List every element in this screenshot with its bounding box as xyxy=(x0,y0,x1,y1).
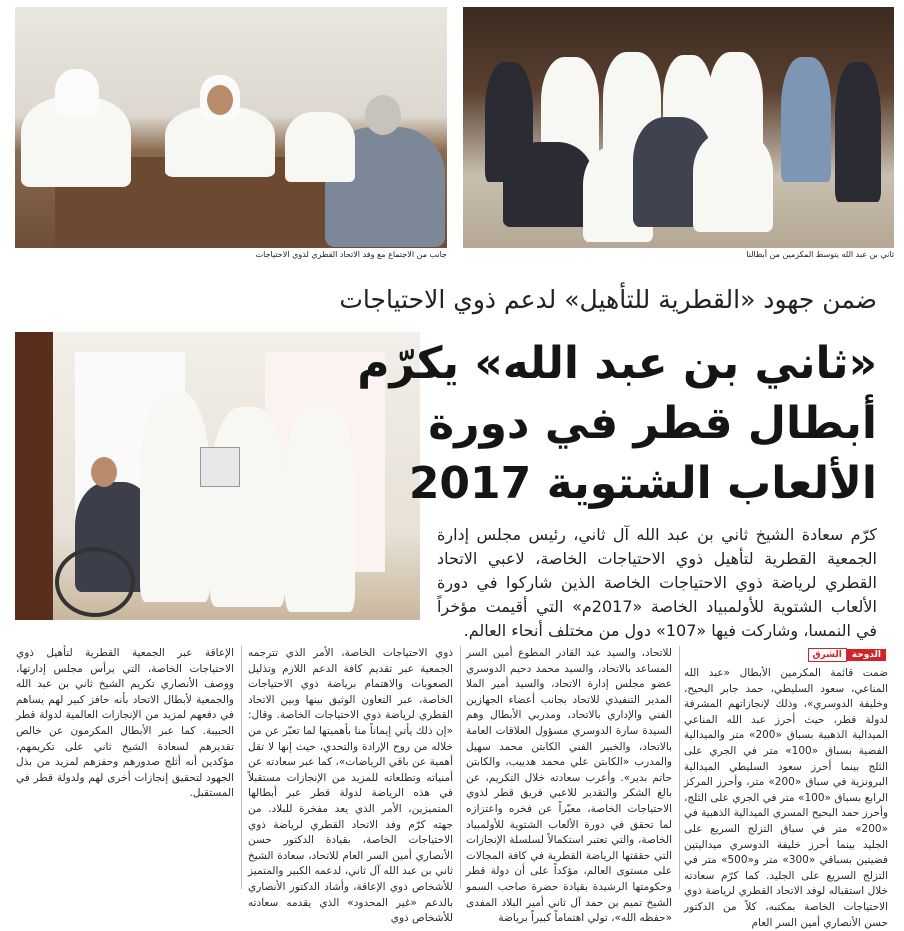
meeting-photo-caption: جانب من الاجتماع مع وفد الاتحاد القطري لذوي الاحتياجات xyxy=(255,250,447,259)
group-photo xyxy=(463,7,894,248)
article-column-2: للاتحاد، والسيد عبد القادر المطوع أمين السر المساعد بالاتحاد، والسيد محمد دحيم الدوسري عضو مجلس إدارة الاتحاد، والسيد أمير الملا المدير التنفيذي للاتحاد بجانب أعضاء الجهازين الفني والإداري بالاتحاد، ومدربي الأبطال وهم السيدة سارة الدوسري مسؤول العلاقات العامة بالاتحاد، والخبير الفني الكابتن محمد سهيل والمدرب «الكابتن علي محمد هدييب، والكابتن حاتم بدير». وأعرب سعادته خلال التكريم، عن بالغ الشكر والتقدير للاعبي فريق قطر لذوي الاحتياجات الخاصة، معبّراً عن فخره واعتزازه لما تحقق في دورة الألعاب الشتوية للأولمبياد الخاصة، والتي تعتبر استكمالاً لسلسلة الإنجازات التي حققتها الرياضة القطرية في كافة المجالات على مستوى العالم، مؤكداً على أن دولة قطر وحكومتها الرشيدة بقيادة حضرة صاحب السمو الشيخ تميم بن حمد آل ثاني أمير البلاد المفدى «حفظه الله»، تولي اهتماماً كبيراً برياضة xyxy=(466,647,672,925)
article-column-3: ذوي الاحتياجات الخاصة، الأمر الذي تترجمه الجمعية عبر تقديم كافة الدعم اللازم وتذليل الصعوبات والاهتمام برياضة ذوي الاحتياجات الخاصة، عبر التعاون الوثيق بينها وبين الاتحاد القطري لرياضة ذوي الاحتياجات الخاصة. وقال: «إن ذلك يأتي إيماناً منا بأهميتها لما تعبّر عن من خلاله من روح الإرادة والتحدي، حيث إنها لا تقل أهمية عن باقي الرياضات»، كما عبر سعادته عن أمنياته وتطلعاته للمزيد من الإنجازات مستقبلاً في هذه الرياضة لدولة قطر عبر أبطالها المتميزين، الأمر الذي يعد مفخرة للبلاد. من جهته كرّم وفد الاتحاد القطري لرياضة ذوي الاحتياجات الخاصة، بقيادة الدكتور حسن الأنصاري أمين السر العام للاتحاد، سعادة الشيخ ثاني بن عبد الله آل ثاني، لدعمه الكبير والمتميز للأشخاص ذوي الإعاقة، وأشاد الدكتور الأنصاري بالدعم «غير المحدود» الذي يقدمه سعادته للأشخاص ذوي xyxy=(248,647,453,925)
headline-line-2: أبطال قطر في دورة xyxy=(428,398,877,449)
headline-line-3: الألعاب الشتوية 2017 xyxy=(408,458,877,509)
byline xyxy=(808,647,886,662)
byline-section: الشرق xyxy=(808,648,847,662)
article-column-4: الإعاقة عبر الجمعية القطرية لتأهيل ذوي الاحتياجات الخاصة، التي يرأس مجلس إدارتها، ووصف الأنصاري تكريم الشيخ ثاني بن عبد الله والجمعية لأبطال الاتحاد بأنه حافز كبير لهم يساهم في دفعهم لمزيد من الإنجازات العالمية لدولة قطر الحبيبة. كما عبر الأبطال المكرمون عن خالص تقديرهم لسعادة الشيخ ثاني على تكريمهم، مؤكدين أنه أثلج صدورهم وحفزهم لمزيد من بذل الجهود لتحقيق إنجازات أخرى لهم ولدولة قطر في المستقبل. xyxy=(16,647,234,800)
headline-line-1: «ثاني بن عبد الله» يكرّم xyxy=(357,338,877,389)
byline-paper: الدوحة xyxy=(847,649,886,661)
article-column-1: ضمت قائمة المكرمين الأبطال «عبد الله المناعي، سعود السليطي، حمد جابر البحيح، وخليفة الدوسري»، وذلك لإنجازاتهم المشرفة لدولة قطر، حيث أحرز عبد الله المناعي الميدالية الذهبية بسباق «200» متر والميدالية الفضية بسباق «100» متر في الجري على الثلج بينما أحرز سعود السليطي الميدالية البرونزية في سباق «200» متر، وأحرز المركز الرابع بسباق «100» متر في الجري على الثلج، وأحرز حمد البحيح المسري الميدالية الذهبية في «200» متر في سباق التزلج السريع على الجليد بينما أحرز خليفة الدوسري ميداليتين فضيتين بسباقي «300» متر و«500» متر في التزلج السريع على الجليد. كما كرّم سعادته خلال استقباله لوفد الاتحاد القطري لرياضة ذوي الاحتياجات الخاصة بمكتبه، كلاً من الدكتور حسن الأنصاري أمين السر العام xyxy=(684,667,889,929)
meeting-photo xyxy=(15,7,447,248)
group-photo-caption: ثاني بن عبد الله يتوسط المكرمين من أبطالنا xyxy=(746,250,894,259)
article-lead: كرّم سعادة الشيخ ثاني بن عبد الله آل ثاني، رئيس مجلس إدارة الجمعية القطرية لتأهيل ذوي الاحتياجات الخاصة، لاعبي الاتحاد القطري لرياضة ذوي الاحتياجات الخاصة الذين شاركوا في دورة الألعاب الشتوية للأولمبياد الخاصة «2017م» التي أقيمت مؤخراً في النمسا، وشاركت فيها «107» دول من مختلف أنحاء العالم. xyxy=(437,525,877,640)
article-subheadline: ضمن جهود «القطرية للتأهيل» لدعم ذوي الاحتياجات xyxy=(339,285,877,314)
